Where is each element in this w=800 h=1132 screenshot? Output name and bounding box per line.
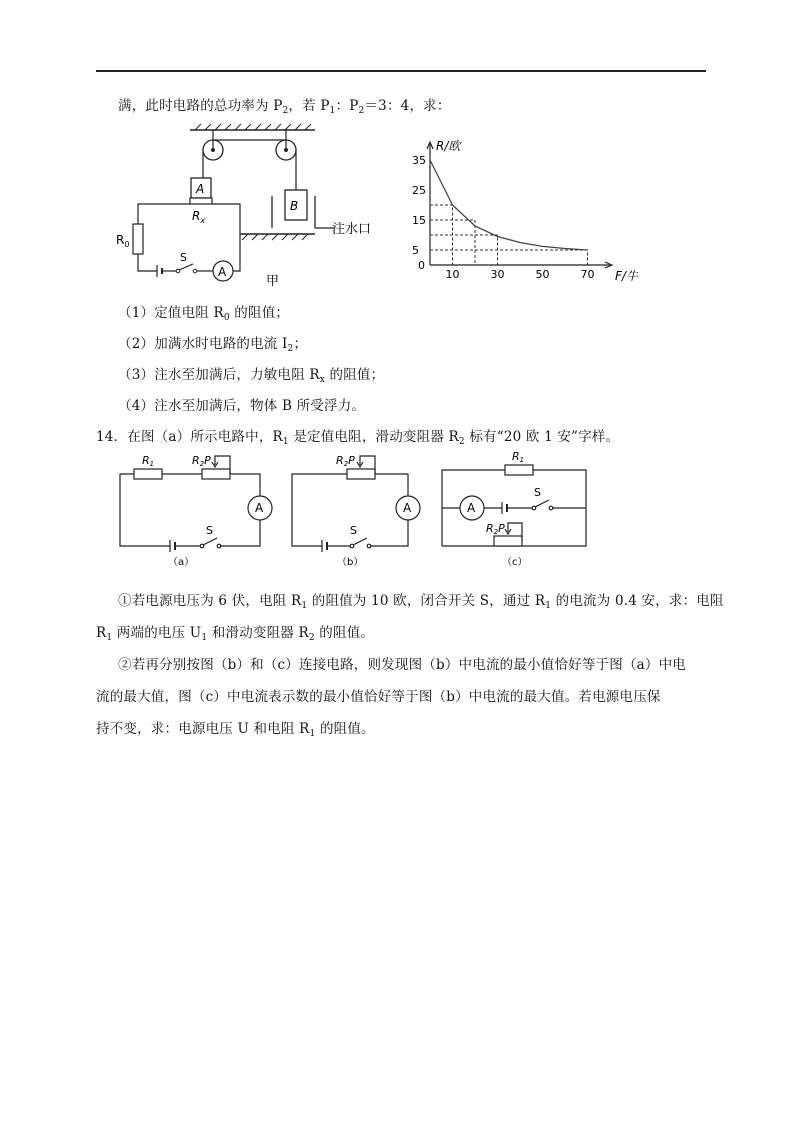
chart-ytick-label: 25: [412, 184, 426, 197]
r1-label: R1: [512, 450, 525, 464]
intro-sub: 1: [329, 106, 336, 116]
question-4: （4）注水至加满后，物体 B 所受浮力。: [118, 398, 366, 414]
chart-guides: [430, 205, 588, 265]
question-1: （1）定值电阻 $R_0$ 的阻值；: [118, 305, 290, 323]
part1-line1: ①若电源电压为 6 伏，电阻 $R_1$ 的阻值为 10 欧，闭合开关 S，通过 $R_1$ 的电流为 0.4 安，求：电阻: [118, 593, 724, 611]
resistor-r0: [133, 224, 143, 254]
caption-b: （b）: [337, 557, 364, 568]
circuit-b: [292, 456, 420, 552]
chart-xtick-label: 50: [535, 268, 550, 281]
ammeter-label: A: [467, 501, 476, 515]
switch-label: S: [350, 524, 357, 537]
question-3: （3）注水至加满后，力敏电阻 $R_x$ 的阻值；: [118, 367, 385, 385]
switch-label: S: [206, 524, 213, 537]
chart-xticks: [446, 268, 595, 281]
block-a-label: A: [196, 182, 205, 196]
r2p-label: R2P: [486, 522, 505, 536]
question-2: （2）加满水时电路的电流 $I_2$；: [118, 336, 308, 354]
intro-sub: 2: [358, 106, 365, 116]
floor-hatch: [242, 234, 308, 240]
circuits-abc: [112, 448, 602, 573]
ammeter-label: A: [218, 265, 227, 279]
switch-label: S: [534, 486, 541, 499]
header-rule: [96, 70, 706, 72]
intro-text: ，若 P: [288, 98, 330, 114]
r2p-label: R2P: [336, 454, 355, 468]
caption-a: （a）: [168, 557, 195, 568]
chart-ylabel: R/欧: [436, 139, 461, 153]
switch-s: [179, 264, 193, 270]
wire: [138, 204, 190, 224]
circuit-c: [442, 465, 586, 546]
chart-curve-line: [430, 160, 588, 250]
part2-line3: 持不变，求：电源电压 U 和电阻 $R_1$ 的阻值。: [96, 721, 375, 739]
chart-xtick-label: 30: [490, 268, 505, 281]
chart-ytick-label: 5: [412, 244, 419, 257]
part1-line2: $R_1$ 两端的电压 $U_1$ 和滑动变阻器 $R_2$ 的阻值。: [96, 625, 375, 643]
intro-sub: 2: [282, 106, 289, 116]
rf-chart: [400, 132, 660, 287]
chart-yticks: [412, 154, 426, 272]
figure-jia: [100, 118, 400, 298]
figure-caption: 甲: [266, 274, 280, 289]
part2-line2: 流的最大值，图（c）中电流表示数的最小值恰好等于图（b）中电流的最大值。若电源电压保: [96, 689, 661, 705]
r0-label: $R_0$: [116, 233, 130, 249]
intro-text: ：P: [335, 98, 359, 114]
ammeter-label: A: [403, 501, 412, 515]
r1-label: R1: [142, 454, 155, 468]
problem-14-statement: 14．在图（a）所示电路中，$R_1$ 是定值电阻，滑动变阻器 $R_2$ 标有“20 欧 1 安”字样。: [96, 429, 620, 447]
rx-label: $R_x$: [192, 209, 206, 225]
chart-xtick-label: 70: [580, 268, 595, 281]
r2p-label: R2P: [192, 454, 211, 468]
chart-xlabel: F/牛: [615, 269, 638, 283]
ammeter-label: A: [255, 501, 264, 515]
switch-label: S: [180, 251, 187, 264]
intro-line: [118, 96, 451, 116]
intro-text: ＝3：4，求：: [364, 98, 451, 114]
ceiling-hatch: [195, 124, 311, 130]
intro-text: 满，此时电路的总功率为 P: [118, 98, 283, 114]
part2-line1: ②若再分别按图（b）和（c）连接电路，则发现图（b）中电流的最小值恰好等于图（a）中电: [118, 657, 686, 673]
chart-guide-line: [430, 250, 588, 265]
chart-xtick-label: 10: [445, 268, 460, 281]
block-b-label: B: [290, 199, 299, 213]
force-sensor-rx: [190, 198, 212, 204]
chart-ytick-label: 0: [418, 259, 425, 272]
chart-axes: [427, 142, 612, 268]
chart-ytick-label: 35: [412, 154, 426, 167]
inlet-label: 注水口: [332, 222, 372, 237]
circuit-a: [120, 456, 272, 552]
chart-ytick-label: 15: [412, 214, 426, 227]
caption-c: （c）: [502, 557, 528, 568]
